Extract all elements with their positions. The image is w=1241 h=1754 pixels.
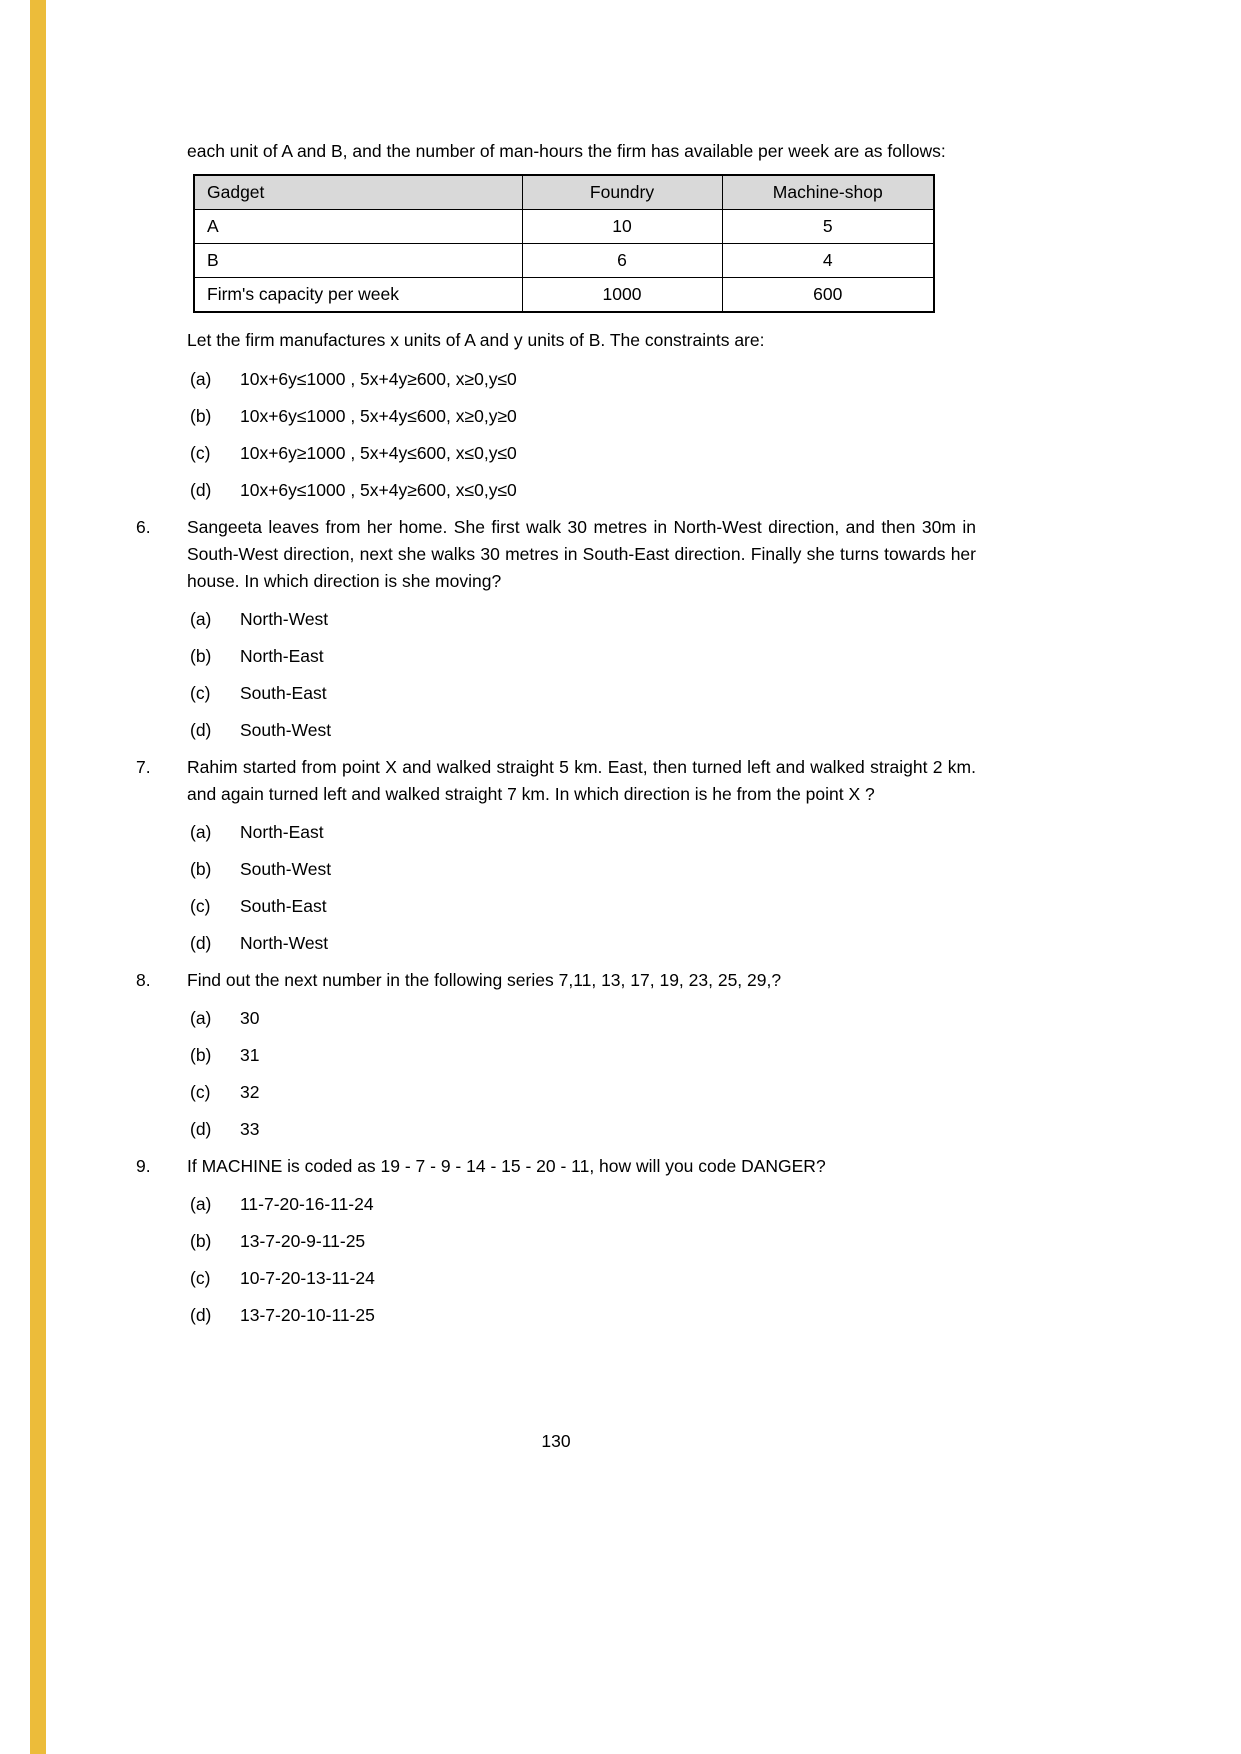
option-row <box>190 1228 976 1255</box>
table-cell: 4 <box>722 244 934 278</box>
option-label: (b) <box>190 646 212 666</box>
question-head <box>136 1153 976 1180</box>
table-cell: B <box>194 244 522 278</box>
table-header-row <box>194 175 934 210</box>
table-cell: 6 <box>522 244 722 278</box>
option-row <box>190 1079 976 1106</box>
option-text: 31 <box>240 1045 260 1065</box>
option-row <box>190 1005 976 1032</box>
option-label: (c) <box>190 683 211 703</box>
table-row <box>194 278 934 313</box>
table-row <box>194 210 934 244</box>
question-number: 6. <box>136 517 151 537</box>
option-row <box>190 930 976 957</box>
option-row <box>190 643 976 670</box>
option-text: 11-7-20-16-11-24 <box>240 1194 374 1214</box>
question-text: Sangeeta leaves from her home. She first walk 30 metres in North-West direction, and then 30m in South-West direction, next she walks 30 metres in South-East direction. Finally she turns towards her house. In which direction is she moving? <box>187 517 976 591</box>
option-label: (b) <box>190 1231 212 1251</box>
table-cell: 600 <box>722 278 934 313</box>
table-cell: 10 <box>522 210 722 244</box>
page-number: 130 <box>541 1431 571 1451</box>
question-text: Find out the next number in the following series 7,11, 13, 17, 19, 23, 25, 29,? <box>187 970 782 990</box>
option-label: (a) <box>190 1008 212 1028</box>
option-row <box>190 606 976 633</box>
option-row <box>190 1042 976 1069</box>
question-head <box>136 967 976 994</box>
option-text: 10x+6y≤1000 , 5x+4y≤600, x≥0,y≥0 <box>240 406 517 426</box>
question-text: If MACHINE is coded as 19 - 7 - 9 - 14 - 15 - 20 - 11, how will you code DANGER? <box>187 1156 826 1176</box>
option-text: 32 <box>240 1082 260 1102</box>
option-text: North-East <box>240 646 324 666</box>
question-head <box>136 514 976 595</box>
option-row <box>190 440 976 467</box>
question-number: 9. <box>136 1156 151 1176</box>
constraints-options <box>136 366 976 504</box>
option-row <box>190 1116 976 1143</box>
option-label: (d) <box>190 720 212 740</box>
option-label: (b) <box>190 1045 212 1065</box>
option-row <box>190 819 976 846</box>
option-row <box>190 477 976 504</box>
question-block <box>136 514 976 744</box>
option-label: (a) <box>190 369 212 389</box>
option-label: (d) <box>190 1305 212 1325</box>
question-options <box>136 819 976 957</box>
option-row <box>190 403 976 430</box>
option-row <box>190 717 976 744</box>
question-options <box>136 606 976 744</box>
constraints-lead: Let the firm manufactures x units of A and y units of B. The constraints are: <box>187 330 765 350</box>
option-text: South-West <box>240 720 332 740</box>
option-text: 33 <box>240 1119 260 1139</box>
option-text: 10x+6y≤1000 , 5x+4y≥600, x≥0,y≤0 <box>240 369 517 389</box>
option-text: North-West <box>240 933 329 953</box>
table-cell: Firm's capacity per week <box>194 278 522 313</box>
option-text: 10-7-20-13-11-24 <box>240 1268 375 1288</box>
table-cell: 5 <box>722 210 934 244</box>
option-label: (c) <box>190 896 211 916</box>
option-label: (d) <box>190 933 212 953</box>
option-text: 13-7-20-10-11-25 <box>240 1305 375 1325</box>
option-label: (a) <box>190 822 212 842</box>
option-text: South-West <box>240 859 332 879</box>
option-text: 30 <box>240 1008 260 1028</box>
question-options <box>136 1005 976 1143</box>
capacity-table <box>193 174 935 313</box>
accent-stripe <box>30 0 46 1754</box>
option-text: North-East <box>240 822 324 842</box>
option-label: (d) <box>190 1119 212 1139</box>
option-text: 10x+6y≥1000 , 5x+4y≤600, x≤0,y≤0 <box>240 443 517 463</box>
table-row <box>194 244 934 278</box>
table-cell: 1000 <box>522 278 722 313</box>
option-label: (d) <box>190 480 212 500</box>
table-cell: A <box>194 210 522 244</box>
option-text: 13-7-20-9-11-25 <box>240 1231 366 1251</box>
page-content <box>136 138 976 1339</box>
option-text: North-West <box>240 609 329 629</box>
option-row <box>190 1265 976 1292</box>
question-block <box>136 1153 976 1329</box>
option-row <box>190 893 976 920</box>
option-row <box>190 1191 976 1218</box>
table-header-cell: Foundry <box>522 175 722 210</box>
option-row <box>190 366 976 393</box>
option-label: (c) <box>190 443 211 463</box>
option-text: South-East <box>240 896 327 916</box>
question-number: 8. <box>136 970 151 990</box>
table-header-cell: Machine-shop <box>722 175 934 210</box>
option-row <box>190 1302 976 1329</box>
option-label: (c) <box>190 1082 211 1102</box>
option-label: (b) <box>190 859 212 879</box>
question-head <box>136 754 976 808</box>
table-header-cell: Gadget <box>194 175 522 210</box>
option-row <box>190 680 976 707</box>
intro-paragraph: each unit of A and B, and the number of man-hours the firm has available per week are as follows: <box>187 141 946 161</box>
option-label: (a) <box>190 609 212 629</box>
question-text: Rahim started from point X and walked straight 5 km. East, then turned left and walked straight 2 km. and again turned left and walked straight 7 km. In which direction is he from the point X ? <box>187 757 976 804</box>
option-text: South-East <box>240 683 327 703</box>
question-number: 7. <box>136 757 151 777</box>
question-block <box>136 967 976 1143</box>
option-label: (a) <box>190 1194 212 1214</box>
option-label: (b) <box>190 406 212 426</box>
option-label: (c) <box>190 1268 211 1288</box>
question-options <box>136 1191 976 1329</box>
question-block <box>136 754 976 957</box>
option-text: 10x+6y≤1000 , 5x+4y≥600, x≤0,y≤0 <box>240 480 517 500</box>
option-row <box>190 856 976 883</box>
